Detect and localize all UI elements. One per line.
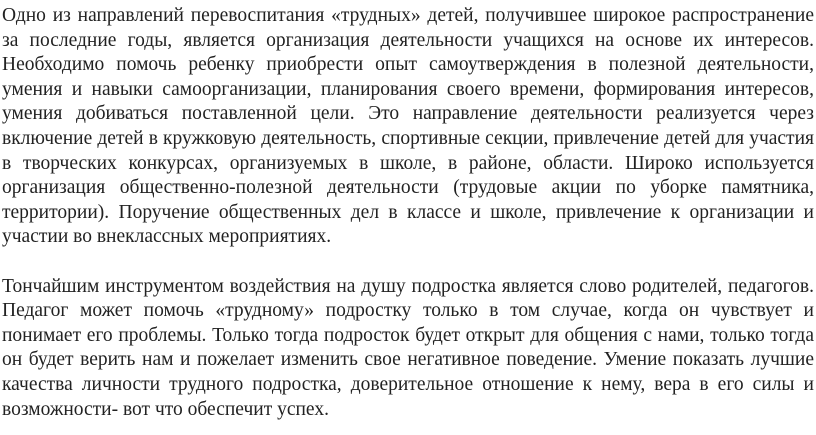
paragraph-interest-activities: Одно из направлений перевоспитания «трудных» детей, получившее широкое распространение за последние годы, является организация деятельности учащихся на основе их интересов. Необходимо помочь ребенку приобрести опыт самоутверждения в полезной деятельности, умения и навыки самоорганизации, планирования своего времени, формирования интересов, умения добиваться поставленной цели. Это направление деятельности реализуется через включение детей в кружковую деятельность, спортивные секции, привлечение детей для участия в творческих конкурсах, организуемых в школе, в районе, области. Широко используется организация общественно-полезной деятельности (трудовые акции по уборке памятника, территории). Поручение общественных дел в классе и школе, привлечение к организации и участии во внеклассных мероприятиях. (2, 5, 814, 248)
paragraph-teacher-word: Тончайшим инструментом воздействия на душу подростка является слово родителей, педагогов. Педагог может помочь «трудному» подростку только в том случае, когда он чувствует и понимает его проблемы. Только тогда подросток будет открыт для общения с нами, только тогда он будет верить нам и пожелает изменить свое негативное поведение. Умение показать лучшие качества личности трудного подростка, доверительное отношение к нему, вера в его силы и возможности- вот что обеспечит успех. (2, 275, 814, 420)
